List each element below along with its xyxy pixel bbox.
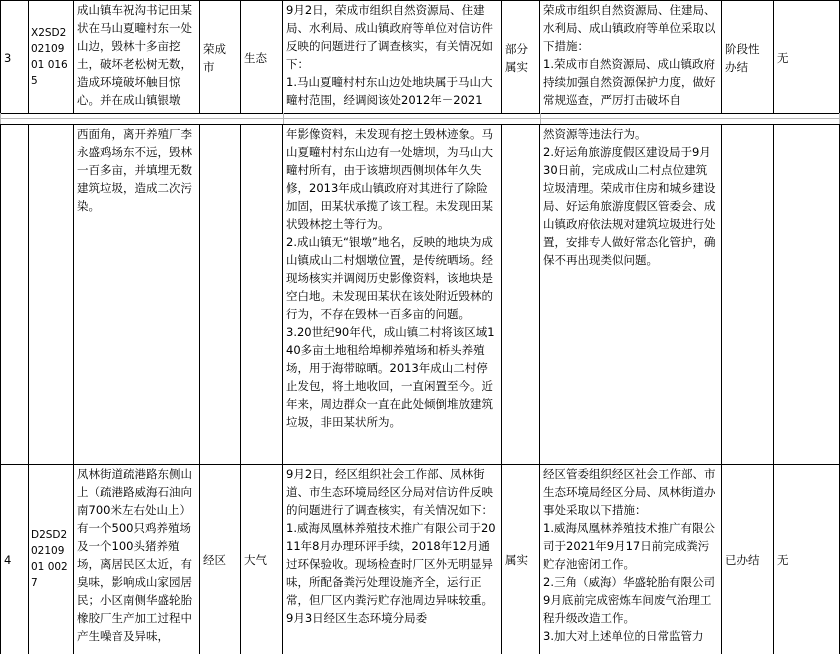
cell-status: 已办结 (722, 464, 774, 654)
table-border (0, 113, 840, 114)
cell-measures: 经区管委组织经区社会工作部、市生态环境局经区分局、凤林街道办事处采取以下措施： 1.威海凤凰林养殖技术推广有限公司于2021年9月17日前完成粪污贮存池密闭工作。 2.三角（威海）华盛轮胎有限公司9月底前完成密炼车间废气治理工程升级改造工作。 3.加大对上述单位的日常监管力 (540, 464, 722, 654)
cell-no: 4 (0, 464, 29, 654)
cell-verdict: 属实 (502, 464, 540, 654)
cell-verdict: 部分属实 (502, 0, 540, 114)
cell-complaint: 西面角，离开养殖厂李永盛鸡场东不远，毁林一百多亩，并填埋无数建筑垃圾，造成二次污染。 (74, 124, 200, 464)
table-border (0, 464, 840, 465)
cell-district: 荣成市 (200, 0, 241, 114)
cell-type (241, 124, 283, 464)
table-row (0, 0, 840, 114)
cell-measures: 荣成市组织自然资源局、住建局、水利局、成山镇政府等单位采取以下措施： 1.荣成市自然资源局、成山镇政府持续加强自然资源保护力度，做好常规巡查，严厉打击破坏自 (540, 0, 722, 114)
cell-status (722, 124, 774, 464)
cell-complaint: 成山镇车祝沟书记田某状在马山夏疃村东一处山边，毁林十多亩挖土，破坏老松树无数，造成环境破坏触目惊心。并在成山镇银墩 (74, 0, 200, 114)
gap-gridline (283, 113, 284, 124)
cell-type: 生态 (241, 0, 283, 114)
cell-district: 经区 (200, 464, 241, 654)
cell-code (29, 124, 74, 464)
cell-investigation: 9月2日，经区组织社会工作部、凤林街道、市生态环境局经区分局对信访件反映的问题进行了调查核实，有关情况如下： 1.威海凤凰林养殖技术推广有限公司于2011年8月办理环评手续，2018年12月通过环保验收。现场检查时厂区外无明显异味，所配备粪污处理设施齐全，运行正常，但厂区内粪污贮存池周边异味较重。9月3日经区生态环境分局委 (283, 464, 502, 654)
cell-status: 阶段性办结 (722, 0, 774, 114)
cell-verdict (502, 124, 540, 464)
table-row (0, 464, 840, 654)
table-border-top (0, 0, 840, 1)
gap-gridline (540, 113, 541, 124)
cell-code: X2SD20210901 0165 (29, 0, 74, 114)
cell-accountability: 无 (774, 464, 840, 654)
table-border (0, 124, 840, 125)
cell-measures: 然资源等违法行为。 2.好运角旅游度假区建设局于9月30日前，完成成山二村点位建筑垃圾清理。荣成市住房和城乡建设局、好运角旅游度假区管委会、成山镇政府依法规对建筑垃圾进行处置，安排专人做好常态化管护，确保不再出现类似问题。 (540, 124, 722, 464)
cell-code: D2SD20210901 0027 (29, 464, 74, 654)
cell-accountability: 无 (774, 0, 840, 114)
gap-gridline (0, 113, 1, 124)
cell-accountability (774, 124, 840, 464)
cell-investigation: 年影像资料，未发现有挖土毁林迹象。马山夏疃村村东山边有一处塘坝，为马山大疃村所有，由于该塘坝西侧坝体年久失修，2013年成山镇政府对其进行了除险加固，田某状承揽了该工程。未发现田某状毁林挖土等行为。 2.成山镇无“银墩”地名，反映的地块为成山镇成山二村烟墩位置，是传统晒场。经现场核实并调阅历史影像资料，该地块是空白地。未发现田某状在该处附近毁林的行为，不存在毁林一百多亩的问题。 3.20世纪90年代，成山镇二村将该区域140多亩土地租给埠柳养殖场和桥头养殖场，用于海带晾晒。2013年成山二村停止发包，将土地收回，一直闲置至今。近年来，周边群众一直在此处倾倒堆放建筑垃圾，非田某状所为。 (283, 124, 502, 464)
cell-complaint: 凤林街道疏港路东侧山上（疏港路威海石油向南700米左右处山上）有一个500只鸡养殖场及一个100头猪养殖场，离居民区太近，有臭味，影响成山家园居民；小区南侧华盛轮胎橡胶厂生产加工过程中产生噪音及异味， (74, 464, 200, 654)
cell-no (0, 124, 29, 464)
table-row (0, 124, 840, 464)
cell-no: 3 (0, 0, 29, 114)
cell-type: 大气 (241, 464, 283, 654)
cell-district (200, 124, 241, 464)
cell-investigation: 9月2日，荣成市组织自然资源局、住建局、水利局、成山镇政府等单位对信访件反映的问题进行了调查核实，有关情况如下： 1.马山夏疃村村东山边处地块属于马山大疃村范围，经调阅该处2012年－2021 (283, 0, 502, 114)
page-break-line (0, 118, 840, 119)
